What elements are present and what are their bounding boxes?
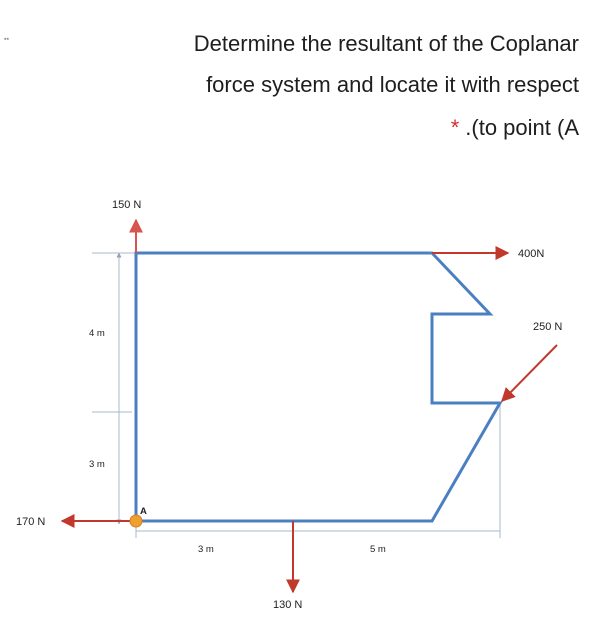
label-250n: 250 N <box>533 321 563 333</box>
label-130n: 130 N <box>273 599 303 611</box>
label-150n: 150 N <box>112 199 142 211</box>
question-line-1: Determine the resultant of the Coplanar <box>193 31 579 56</box>
label-170n: 170 N <box>16 516 46 528</box>
required-asterisk: * <box>450 115 460 140</box>
force-arrow-250n <box>502 345 557 401</box>
question-line-3-text: .(to point (A <box>465 115 579 140</box>
body-outline <box>136 253 500 521</box>
label-dim-4m: 4 m <box>89 328 105 339</box>
side-mark: ▪▪ <box>4 36 9 43</box>
label-400n: 400N <box>518 248 545 260</box>
label-point-a: A <box>140 506 147 517</box>
label-dim-3m-vertical: 3 m <box>89 459 105 470</box>
dimension-lines <box>92 253 500 538</box>
label-dim-5m: 5 m <box>370 544 386 555</box>
label-dim-3m-horizontal: 3 m <box>198 544 214 555</box>
question-line-2: force system and locate it with respect <box>206 72 579 97</box>
